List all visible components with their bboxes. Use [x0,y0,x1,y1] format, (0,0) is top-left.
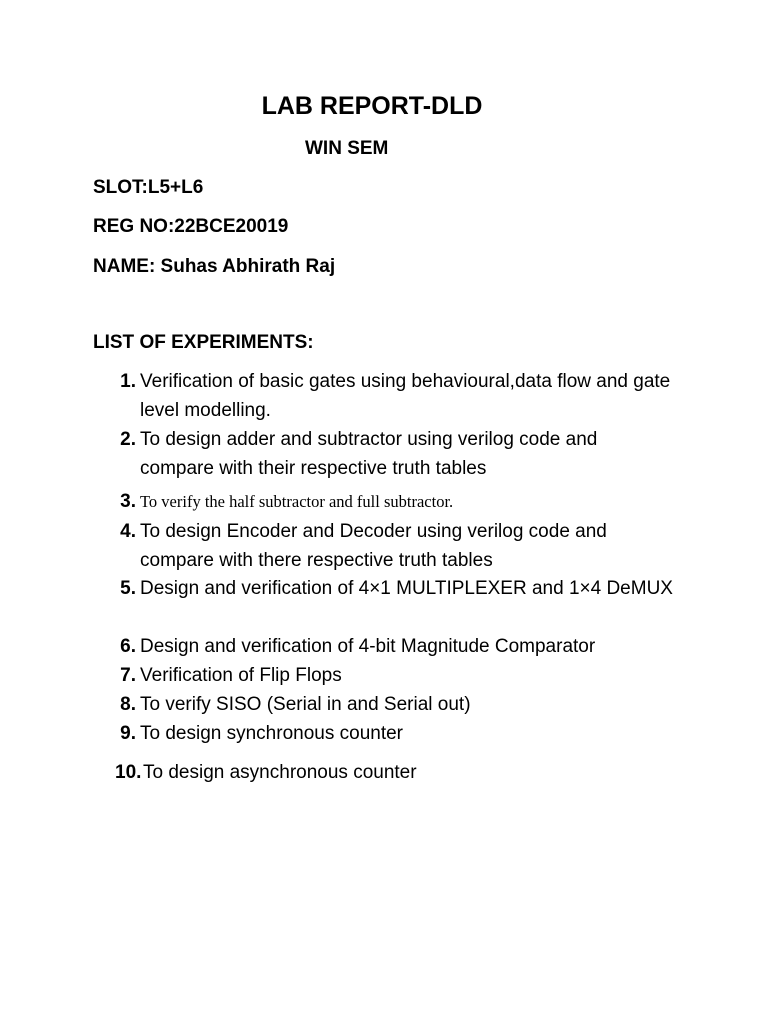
experiment-item-1 [93,367,673,425]
experiment-item-5 [93,574,673,603]
experiment-text: To design adder and subtractor using verilog code and compare with their respective truth tables [140,429,598,479]
experiment-text: To design synchronous counter [140,723,403,744]
experiment-number: 2. [120,429,136,450]
experiment-item-9 [93,719,673,748]
experiment-text: To design Encoder and Decoder using verilog code and compare with there respective truth tables [140,521,607,571]
experiment-number: 9. [120,723,136,744]
experiment-number: 7. [120,665,136,686]
experiment-item-7 [93,661,673,690]
experiment-text: To design asynchronous counter [143,762,417,783]
experiment-text: Verification of Flip Flops [140,665,342,686]
experiment-text: To verify the half subtractor and full subtractor. [140,492,454,511]
reg-no-info: REG NO:22BCE20019 [93,216,289,237]
report-title: LAB REPORT-DLD [261,92,483,120]
experiment-item-6 [93,632,673,661]
experiment-item-4 [93,517,673,575]
experiment-number: 6. [120,636,136,657]
experiments-heading: LIST OF EXPERIMENTS: [93,332,314,353]
experiment-item-10 [93,758,673,787]
experiment-number: 5. [120,578,136,599]
experiment-item-8 [93,690,673,719]
experiment-number: 10. [115,762,142,783]
experiment-item-2 [93,425,673,483]
experiment-number: 3. [120,491,136,512]
experiment-number: 4. [120,521,136,542]
experiment-text: Design and verification of 4×1 MULTIPLEXER and 1×4 DeMUX [140,578,673,599]
experiment-text: Verification of basic gates using behavioural,data flow and gate level modelling. [140,371,671,421]
student-name-info: NAME: Suhas Abhirath Raj [93,256,336,277]
slot-info: SLOT:L5+L6 [93,177,204,198]
experiment-number: 8. [120,694,136,715]
semester-label: WIN SEM [305,138,389,159]
experiment-item-3 [93,487,673,516]
experiment-text: To verify SISO (Serial in and Serial out) [140,694,471,715]
experiment-number: 1. [120,371,136,392]
experiment-text: Design and verification of 4-bit Magnitude Comparator [140,636,596,657]
